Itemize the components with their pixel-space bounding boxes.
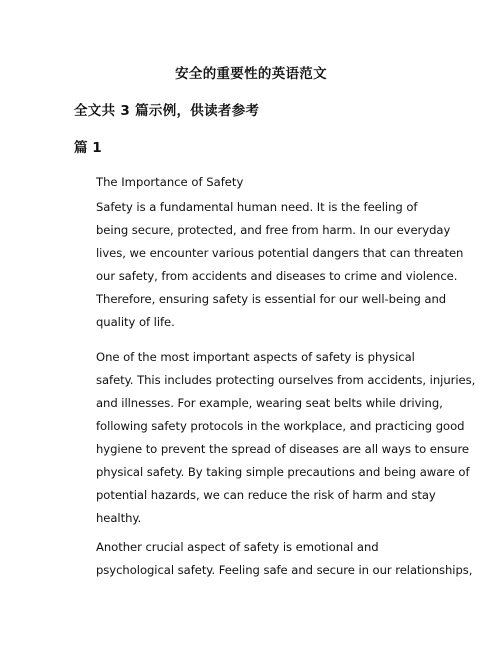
paragraph-line: One of the most important aspects of safety is physical: [96, 350, 415, 364]
paragraph-3: [74, 536, 473, 582]
paragraph-line: physical safety. By taking simple precautions and being aware of: [96, 465, 470, 479]
paragraph-line: Another crucial aspect of safety is emotional and: [96, 540, 379, 554]
paragraph-line: our safety, from accidents and diseases to crime and violence.: [96, 269, 458, 283]
document-title: 安全的重要性的英语范文: [175, 66, 327, 82]
paragraph-line: following safety protocols in the workplace, and practicing good: [96, 419, 465, 433]
paragraph-2: [74, 346, 476, 530]
paragraph-1: [74, 196, 464, 334]
essay-title: The Importance of Safety: [96, 175, 244, 189]
paragraph-line: quality of life.: [96, 315, 175, 329]
paragraph-line: Therefore, ensuring safety is essential for our well-being and: [96, 292, 447, 306]
paragraph-line: hygiene to prevent the spread of diseases are all ways to ensure: [96, 442, 469, 456]
paragraph-line: and illnesses. For example, wearing seat belts while driving,: [96, 396, 443, 410]
paragraph-line: Safety is a fundamental human need. It is the feeling of: [96, 200, 418, 214]
paragraph-line: potential hazards, we can reduce the risk of harm and stay: [96, 488, 436, 502]
document-subtitle: 全文共 3 篇示例，供读者参考: [74, 103, 260, 119]
paragraph-line: being secure, protected, and free from harm. In our everyday: [96, 223, 451, 237]
paragraph-line: psychological safety. Feeling safe and secure in our relationships,: [96, 563, 473, 577]
paragraph-line: safety. This includes protecting ourselves from accidents, injuries,: [96, 373, 476, 387]
paragraph-line: lives, we encounter various potential dangers that can threaten: [96, 246, 464, 260]
paragraph-line: healthy.: [96, 511, 142, 525]
section-heading: 篇 1: [74, 140, 102, 156]
